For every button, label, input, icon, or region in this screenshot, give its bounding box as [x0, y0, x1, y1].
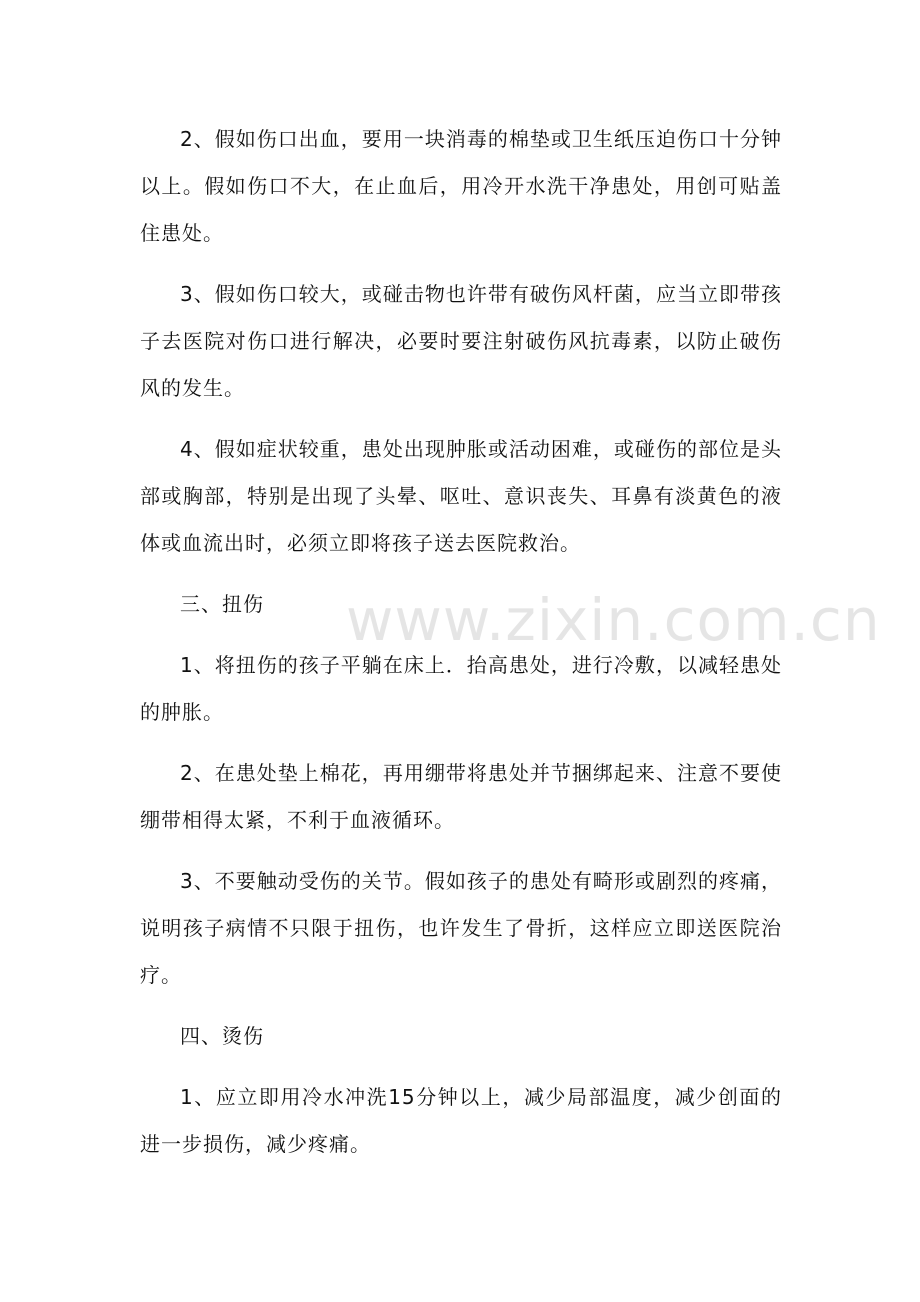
paragraph-sprain-fracture: 3、不要触动受伤的关节。假如孩子的患处有畸形或剧烈的疼痛，说明孩子病情不只限于扭伤，也许发生了骨折，这样应立即送医院治疗。	[140, 869, 782, 987]
paragraph-spacer	[140, 1060, 782, 1074]
paragraph-burn-cold-water: 1、应立即用冷水冲洗15分钟以上，减少局部温度，减少创面的进一步损伤，减少疼痛。	[140, 1085, 782, 1156]
paragraph-spacer	[140, 412, 782, 426]
paragraph-spacer	[140, 257, 782, 271]
document-body	[140, 116, 782, 1168]
paragraph-large-wound: 3、假如伤口较大，或碰击物也许带有破伤风杆菌，应当立即带孩子去医院对伤口进行解决，必要时要注射破伤风抗毒素，以防止破伤风的发生。	[140, 282, 782, 400]
paragraph-spacer	[140, 844, 782, 858]
paragraph-spacer	[140, 736, 782, 750]
paragraph-severe-symptoms: 4、假如症状较重，患处出现肿胀或活动困难，或碰伤的部位是头部或胸部，特别是出现了头晕、呕吐、意识丧失、耳鼻有淡黄色的液体或血流出时，必须立即将孩子送去医院救治。	[140, 437, 782, 555]
paragraph-spacer	[140, 628, 782, 642]
site-watermark: www.zixin.com.cn	[346, 586, 881, 654]
paragraph-bleeding: 2、假如伤口出血，要用一块消毒的棉垫或卫生纸压迫伤口十分钟以上。假如伤口不大，在止血后，用冷开水洗干净患处，用创可贴盖住患处。	[140, 127, 782, 245]
section-heading-sprain: 三、扭伤	[180, 592, 264, 616]
paragraph-spacer	[140, 567, 782, 581]
paragraph-sprain-cold-compress: 1、将扭伤的孩子平躺在床上．抬高患处，进行冷敷，以减轻患处的肿胀。	[140, 653, 782, 724]
paragraph-sprain-bandage: 2、在患处垫上棉花，再用绷带将患处并节捆绑起来、注意不要使绷带相得太紧，不利于血液循环。	[140, 761, 782, 832]
section-heading-burn: 四、烫伤	[180, 1024, 264, 1048]
paragraph-spacer	[140, 999, 782, 1013]
